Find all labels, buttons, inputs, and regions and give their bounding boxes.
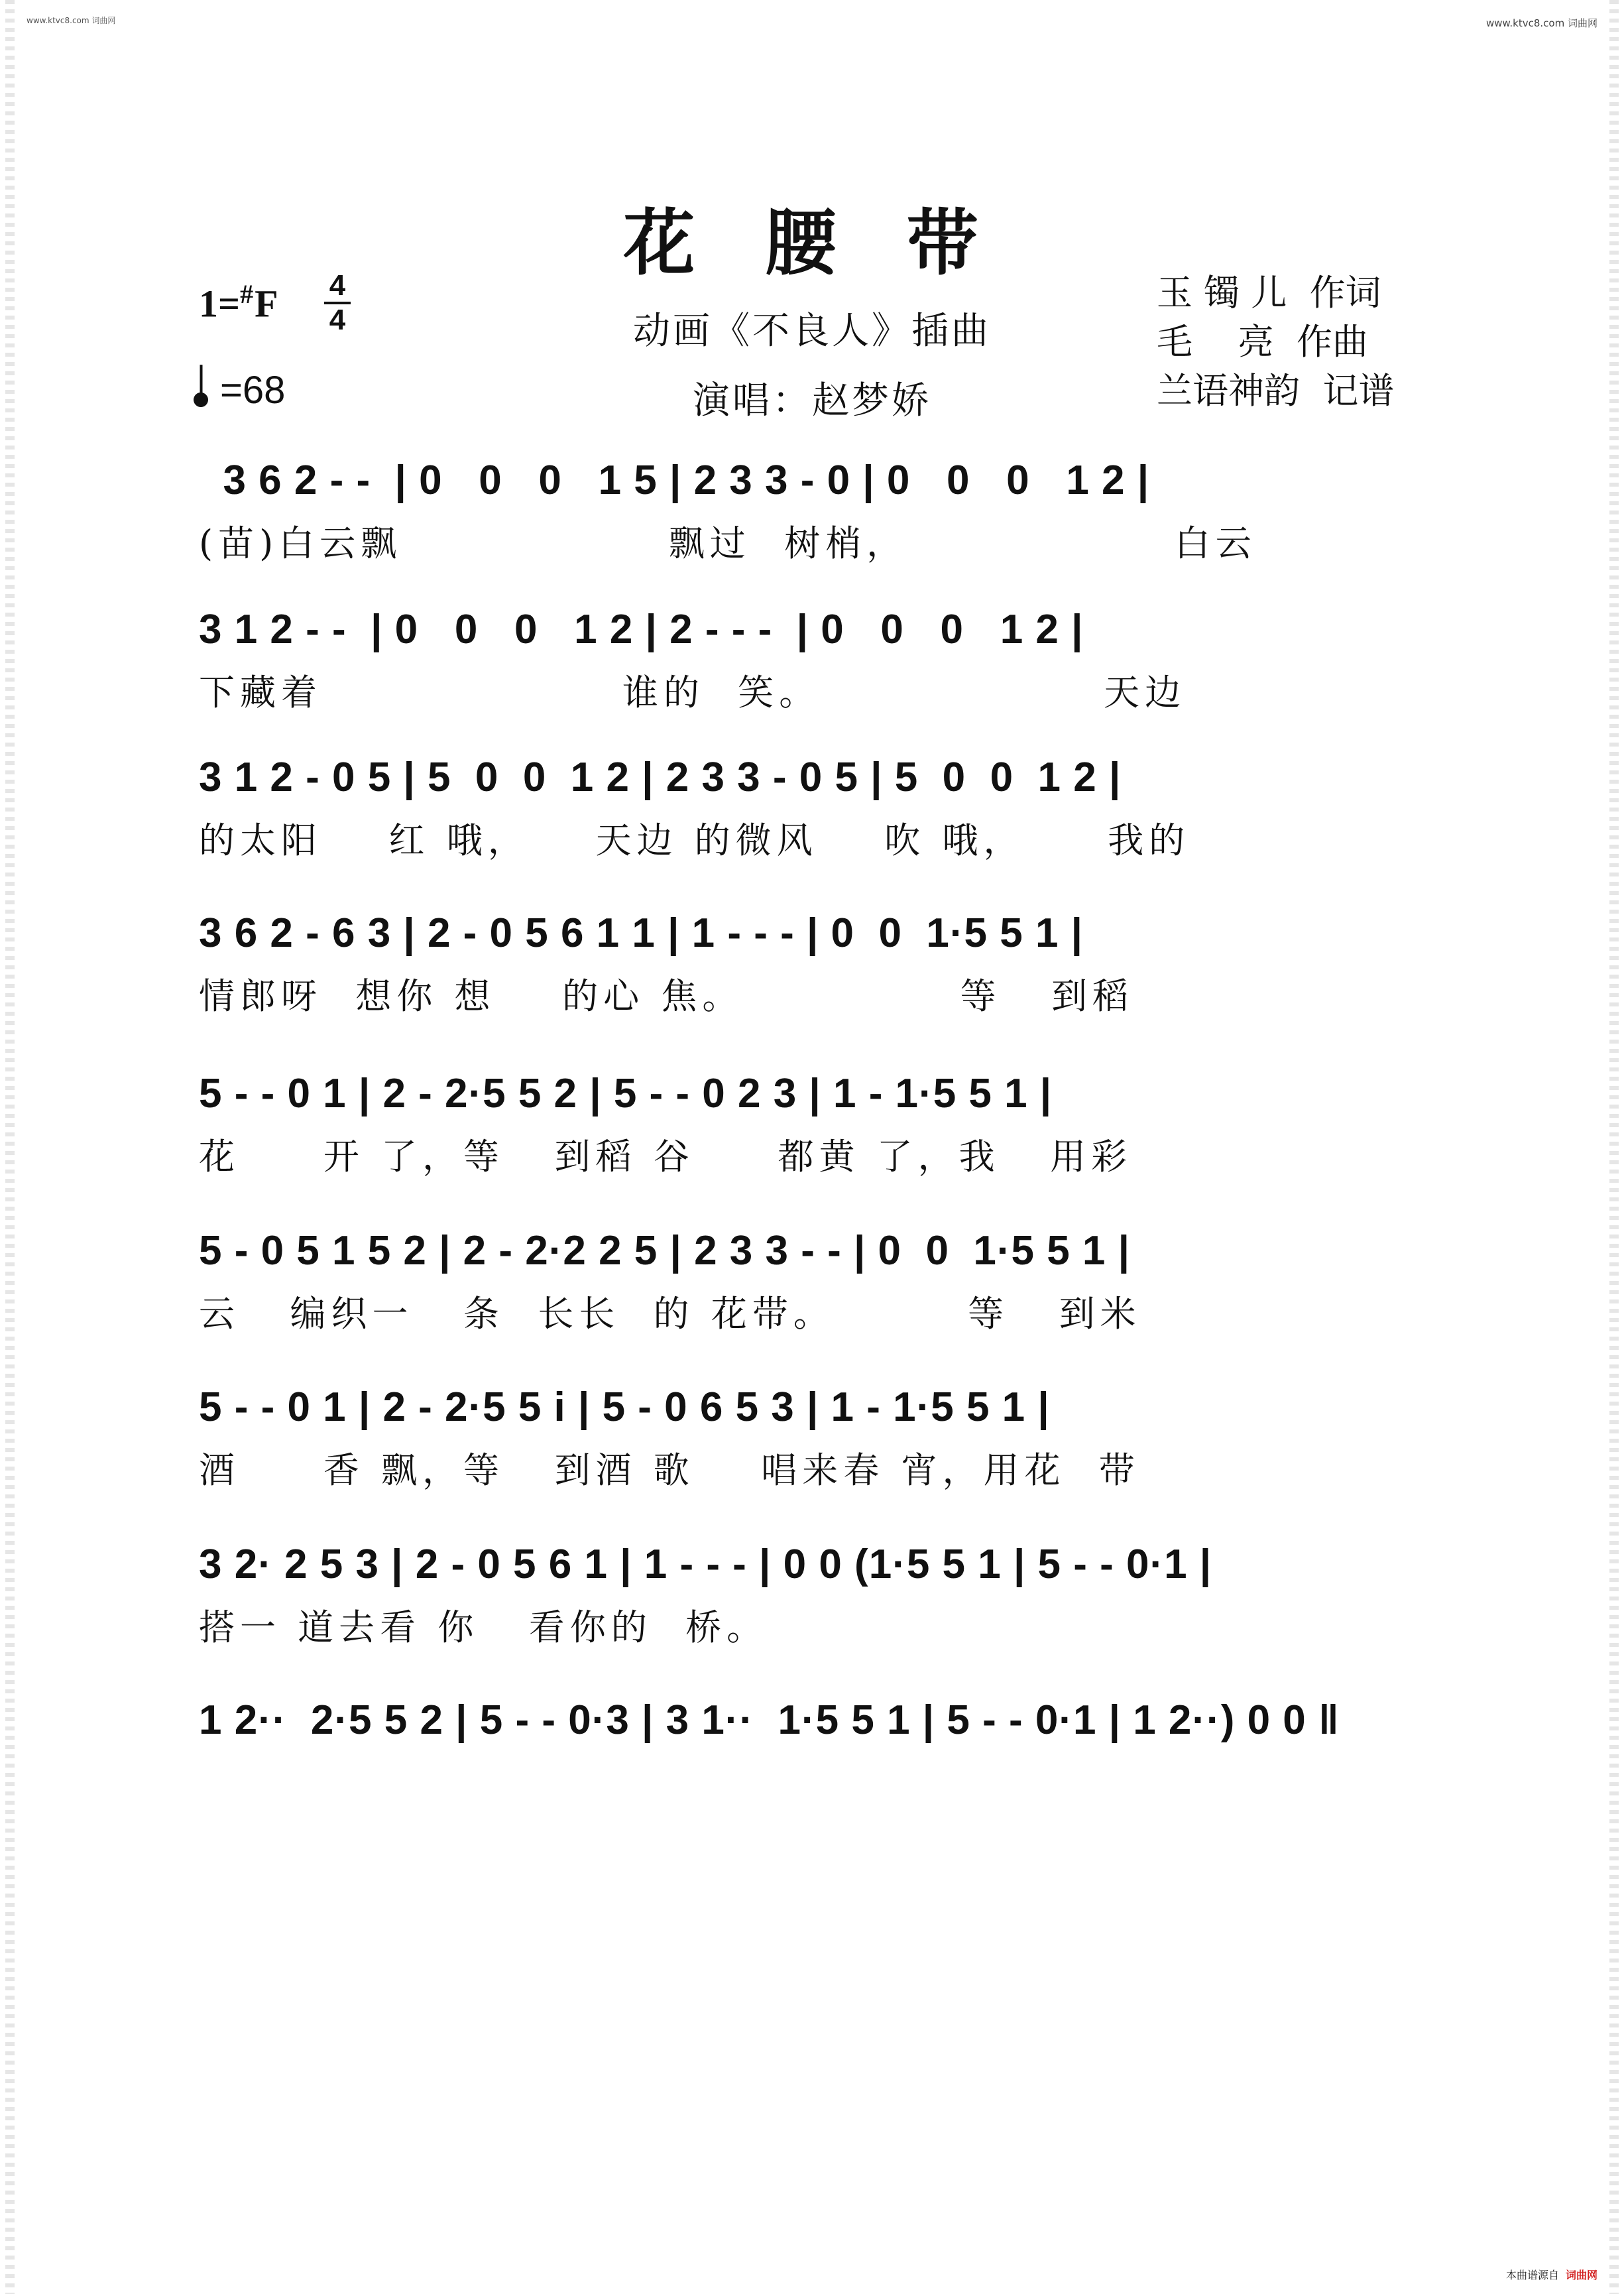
site-source-text: 本曲谱源自 — [1505, 2269, 1559, 2281]
lyrics-line: 云 编织一 条 长长 的 花带。 等 到米 — [199, 1293, 1141, 1335]
score-system — [199, 1535, 1432, 1654]
score-system — [199, 451, 1432, 570]
lyrics-line: 花 开 了，等 到稻 谷 都黄 了，我 用彩 — [199, 1136, 1133, 1177]
site-brand: 词曲网 — [1565, 2269, 1597, 2281]
lyrics-line: 酒 香 飘，等 到酒 歌 唱来春 宵，用花 带 — [199, 1449, 1140, 1491]
notation-line: 3 1 2 - - | 0 0 0 1 2 | 2 - - - | 0 0 0 1 2 | — [199, 607, 1084, 652]
notation-line: 5 - 0 5 1 5 2 | 2 - 2·2 2 5 | 2 3 3 - - | 0 0 1·5 5 1 | — [199, 1228, 1130, 1274]
score-system — [199, 1221, 1432, 1341]
key-note: F — [255, 282, 278, 326]
song-title: 花 腰 带 — [623, 202, 1001, 285]
notation-line: 5 - - 0 1 | 2 - 2·5 5 i | 5 - 0 6 5 3 | 1 - 1·5 5 1 | — [199, 1384, 1050, 1430]
site-watermark-bottom — [1506, 2267, 1597, 2282]
key-signature — [199, 278, 278, 326]
time-numerator: 4 — [329, 269, 346, 302]
lyrics-line: 的太阳 红 哦， 天边 的微风 吹 哦， 我的 — [199, 819, 1190, 861]
song-subtitle: 动画《不良人》插曲 — [633, 310, 991, 353]
notation-line: 3 6 2 - 6 3 | 2 - 0 5 6 1 1 | 1 - - - | 0 0 1·5 5 1 | — [199, 910, 1084, 956]
lyricist-credit: 玉 镯 儿 作词 — [1157, 272, 1381, 314]
tempo-value: =68 — [220, 369, 286, 412]
sharp-sign: # — [240, 279, 254, 309]
site-watermark-top-right: www.ktvc8.com 词曲网 — [1485, 17, 1597, 29]
notation-line: 3 2· 2 5 3 | 2 - 0 5 6 1 | 1 - - - | 0 0 (1·5 5 1 | 5 - - 0·1 | — [199, 1541, 1212, 1587]
site-watermark-top-left: www.ktvc8.com 词曲网 — [27, 16, 116, 25]
time-denominator: 4 — [329, 304, 346, 336]
tempo-marking — [194, 368, 285, 412]
notation-line: 1 2·· 2·5 5 2 | 5 - - 0·3 | 3 1·· 1·5 5 1 | 5 - - 0·1 | 1 2··) 0 0 ‖ — [199, 1697, 1340, 1743]
quarter-note-icon — [192, 391, 210, 409]
notation-line: 3 6 2 - - | 0 0 0 1 5 | 2 3 3 - 0 | 0 0 0 1 2 | — [199, 457, 1150, 503]
score-system — [199, 748, 1432, 867]
lyrics-line — [199, 1757, 1432, 1810]
score-system — [199, 1064, 1432, 1183]
lyrics-line: 下藏着 谁的 笑。 天边 — [199, 672, 1187, 713]
credits — [1157, 269, 1435, 416]
lyrics-line: 搭一 道去看 你 看你的 桥。 — [199, 1606, 768, 1648]
notation-line: 3 1 2 - 0 5 | 5 0 0 1 2 | 2 3 3 - 0 5 | 5 0 0 1 2 | — [199, 755, 1122, 800]
key-prefix: 1= — [199, 282, 241, 326]
score-system — [199, 904, 1432, 1023]
score-system — [199, 600, 1432, 719]
score-system — [199, 1378, 1432, 1497]
time-signature — [321, 271, 353, 335]
transcriber-credit: 兰语神韵 记谱 — [1157, 370, 1395, 412]
composer-credit: 毛 亮 作曲 — [1157, 321, 1368, 363]
score-system — [199, 1691, 1432, 1810]
lyrics-line: 情郎呀 想你 想 的心 焦。 等 到稻 — [199, 975, 1133, 1017]
singer-line: 演唱：赵梦娇 — [693, 379, 931, 422]
lyrics-line: (苗)白云飘 飘过 树梢， 白云 — [199, 522, 1257, 564]
notation-line: 5 - - 0 1 | 2 - 2·5 5 2 | 5 - - 0 2 3 | 1 - 1·5 5 1 | — [199, 1071, 1053, 1117]
